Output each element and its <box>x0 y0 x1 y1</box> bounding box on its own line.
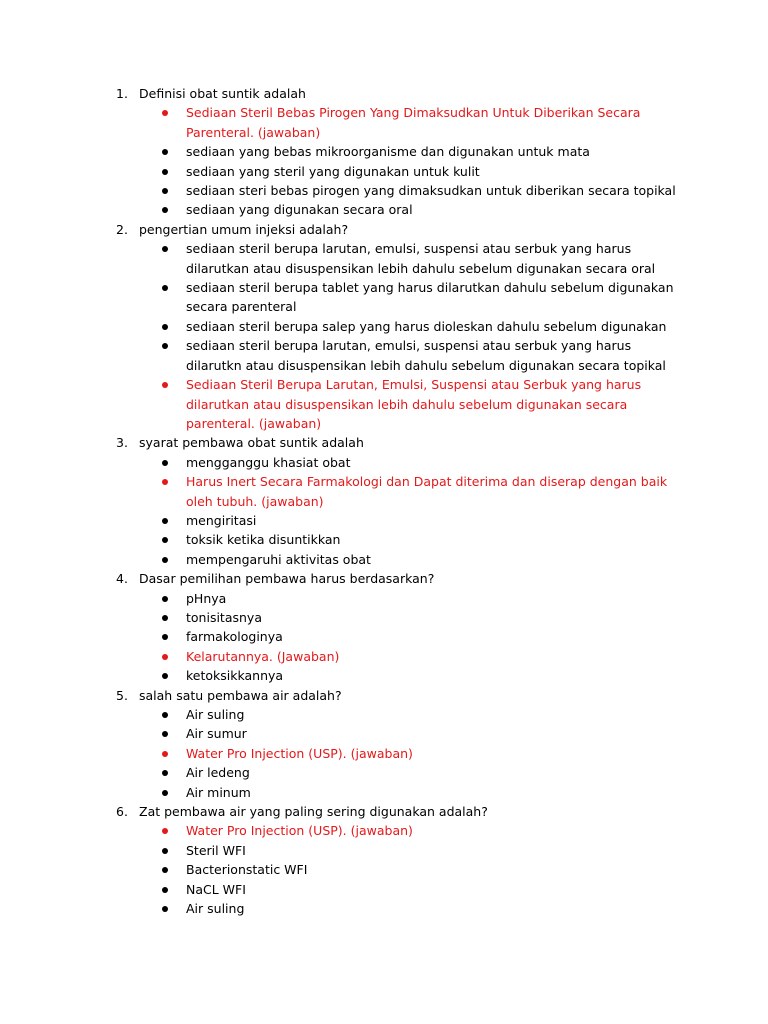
bullet-icon <box>162 654 168 660</box>
answer-option-text: Air sumur <box>186 726 247 742</box>
question-text: pengertian umum injeksi adalah? <box>139 221 349 237</box>
answer-option <box>0 317 768 336</box>
bullet-icon <box>162 518 168 524</box>
answer-option-text: toksik ketika disuntikkan <box>186 532 341 548</box>
answer-option-correct <box>0 103 768 142</box>
bullet-icon <box>162 285 168 291</box>
bullet-icon <box>162 828 168 834</box>
bullet-icon <box>162 479 168 485</box>
bullet-icon <box>162 188 168 194</box>
bullet-icon <box>162 557 168 563</box>
answer-option <box>0 530 768 549</box>
question-text: salah satu pembawa air adalah? <box>139 687 342 703</box>
question-number: 2. <box>116 221 128 237</box>
answer-option-text: Bacterionstatic WFI <box>186 862 308 878</box>
answer-option-text: sediaan steril berupa salep yang harus dioleskan dahulu sebelum digunakan <box>186 318 667 334</box>
question-item <box>0 686 768 802</box>
bullet-icon <box>162 770 168 776</box>
answer-option <box>0 200 768 219</box>
answer-option-text: ketoksikkannya <box>186 668 284 684</box>
answer-option-text: sediaan yang digunakan secara oral <box>186 202 413 218</box>
question-text: Definisi obat suntik adalah <box>139 86 306 101</box>
bullet-icon <box>162 246 168 252</box>
answer-option <box>0 880 768 899</box>
bullet-icon <box>162 867 168 873</box>
bullet-icon <box>162 110 168 116</box>
answer-option <box>0 783 768 802</box>
answer-option-text: mengganggu khasiat obat <box>186 454 351 470</box>
question-list <box>0 84 768 918</box>
question-number: 3. <box>116 435 128 451</box>
bullet-icon <box>162 615 168 621</box>
answer-option <box>0 724 768 743</box>
question-item <box>0 220 768 433</box>
question-line <box>0 686 768 705</box>
answer-option-text: sediaan steril berupa tablet yang harus dilarutkan dahulu sebelum digunakan secara parenteral <box>186 280 674 315</box>
answer-option-text: Air suling <box>186 707 245 722</box>
answer-option <box>0 627 768 646</box>
answer-option <box>0 142 768 161</box>
answer-option-text: Kelarutannya. (Jawaban) <box>186 648 340 664</box>
question-text: Dasar pemilihan pembawa harus berdasarkan? <box>139 571 435 587</box>
answer-option-text: pHnya <box>186 590 227 606</box>
question-item <box>0 433 768 569</box>
answer-option-text: sediaan steri bebas pirogen yang dimaksudkan untuk diberikan secara topikal <box>186 183 676 199</box>
bullet-icon <box>162 731 168 737</box>
question-text: syarat pembawa obat suntik adalah <box>139 435 364 451</box>
question-line <box>0 802 768 821</box>
answer-option-text: Water Pro Injection (USP). (jawaban) <box>186 745 413 761</box>
bullet-icon <box>162 460 168 466</box>
answer-option-text: Sediaan Steril Berupa Larutan, Emulsi, Suspensi atau Serbuk yang harus dilarutkan atau disuspensikan lebih dahulu sebelum digunakan secara parenteral. (jawaban) <box>186 377 642 431</box>
bullet-icon <box>162 712 168 718</box>
answer-option-correct <box>0 472 768 511</box>
question-line <box>0 220 768 239</box>
bullet-icon <box>162 343 168 349</box>
answer-option-text: Sediaan Steril Bebas Pirogen Yang Dimaksudkan Untuk Diberikan Secara Parenteral. (jawaban) <box>186 105 641 140</box>
bullet-icon <box>162 848 168 854</box>
question-item <box>0 802 768 918</box>
answer-option-text: farmakologinya <box>186 629 283 645</box>
answer-option-correct <box>0 744 768 763</box>
answer-option-text: sediaan steril berupa larutan, emulsi, suspensi atau serbuk yang harus dilarutkn atau disuspensikan lebih dahulu sebelum digunakan secara topikal <box>186 338 666 373</box>
answer-option-text: NaCL WFI <box>186 881 246 897</box>
question-line <box>0 569 768 588</box>
answer-option <box>0 511 768 530</box>
answer-option <box>0 608 768 627</box>
answer-option <box>0 763 768 782</box>
answer-option-text: Air suling <box>186 901 245 917</box>
answer-option-text: Water Pro Injection (USP). (jawaban) <box>186 823 413 839</box>
answer-option <box>0 666 768 685</box>
question-number: 1. <box>116 86 128 101</box>
bullet-icon <box>162 596 168 602</box>
answer-option-text: mengiritasi <box>186 512 257 528</box>
answer-option-text: Harus Inert Secara Farmakologi dan Dapat diterima dan diserap dengan baik oleh tubuh. (jawaban) <box>186 474 668 509</box>
answer-option <box>0 589 768 608</box>
bullet-icon <box>162 149 168 155</box>
question-item <box>0 84 768 220</box>
answer-option <box>0 336 768 375</box>
answer-option <box>0 860 768 879</box>
answer-option <box>0 453 768 472</box>
answer-option <box>0 278 768 317</box>
question-text: Zat pembawa air yang paling sering digunakan adalah? <box>139 804 488 820</box>
bullet-icon <box>162 207 168 213</box>
bullet-icon <box>162 382 168 388</box>
question-line <box>0 433 768 452</box>
answer-option-text: sediaan steril berupa larutan, emulsi, suspensi atau serbuk yang harus dilarutkan atau disuspensikan lebih dahulu sebelum digunakan secara oral <box>186 241 656 276</box>
answer-option-text: Air minum <box>186 784 251 800</box>
answer-option <box>0 181 768 200</box>
answer-option <box>0 841 768 860</box>
question-number: 5. <box>116 687 128 703</box>
question-number: 6. <box>116 804 128 820</box>
bullet-icon <box>162 673 168 679</box>
answer-option <box>0 162 768 181</box>
answer-option <box>0 705 768 724</box>
bullet-icon <box>162 537 168 543</box>
answer-option-text: Air ledeng <box>186 765 250 781</box>
bullet-icon <box>162 169 168 175</box>
answer-option-text: Steril WFI <box>186 842 246 858</box>
answer-option-text: tonisitasnya <box>186 609 262 625</box>
answer-option-correct <box>0 647 768 666</box>
answer-option <box>0 550 768 569</box>
bullet-icon <box>162 751 168 757</box>
answer-option <box>0 899 768 918</box>
question-item <box>0 569 768 685</box>
answer-option-text: mempengaruhi aktivitas obat <box>186 551 371 567</box>
bullet-icon <box>162 906 168 912</box>
question-number: 4. <box>116 571 128 587</box>
bullet-icon <box>162 324 168 330</box>
bullet-icon <box>162 634 168 640</box>
answer-option <box>0 239 768 278</box>
answer-option-text: sediaan yang steril yang digunakan untuk kulit <box>186 163 480 179</box>
bullet-icon <box>162 790 168 796</box>
question-line <box>0 84 768 103</box>
answer-option-correct <box>0 375 768 433</box>
bullet-icon <box>162 887 168 893</box>
answer-option-correct <box>0 821 768 840</box>
answer-option-text: sediaan yang bebas mikroorganisme dan digunakan untuk mata <box>186 144 590 160</box>
